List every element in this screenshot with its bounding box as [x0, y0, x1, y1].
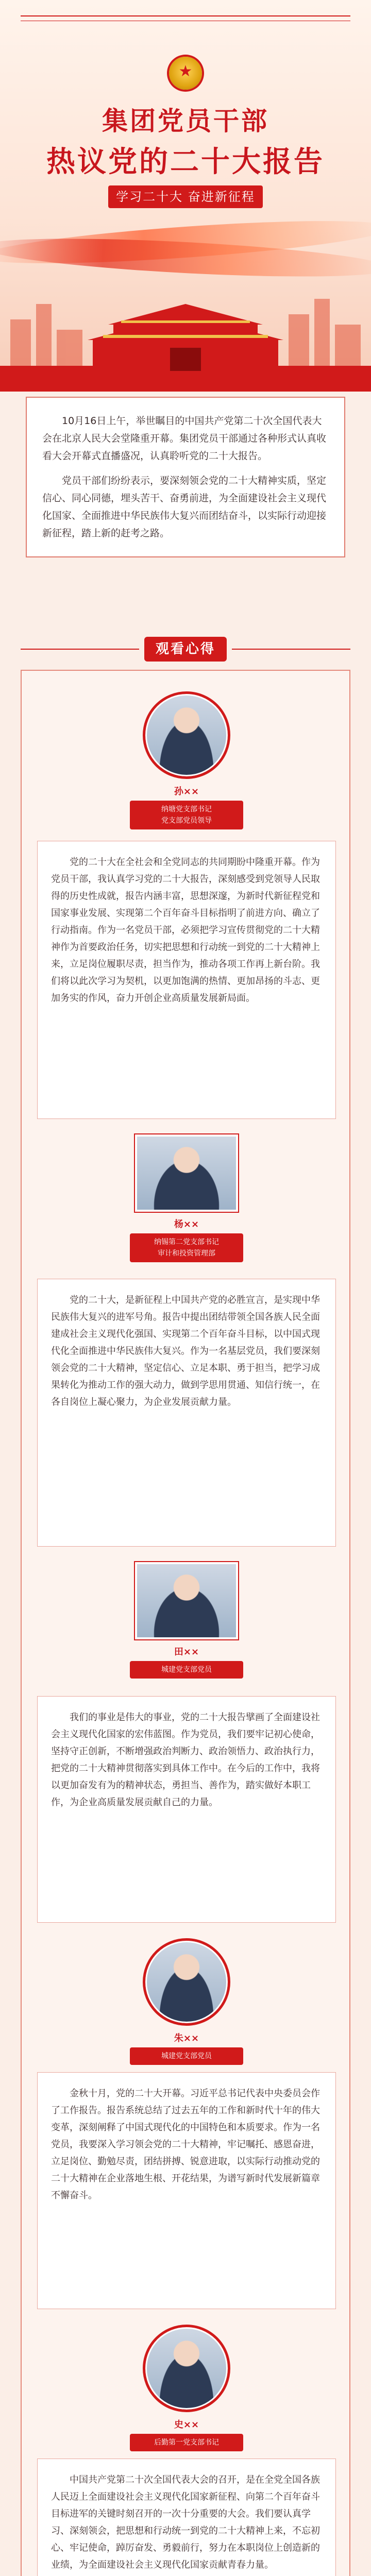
member-photo — [143, 1938, 230, 2026]
member-role: 城建党支部党员 — [130, 2047, 243, 2065]
reflection-text: 我们的事业是伟大的事业，党的二十大报告擘画了全面建设社会主义现代化国家的宏伟蓝图。作为党员，我们要牢记初心使命，坚持守正创新，不断增强政治判断力、政治领悟力、政治执行力，把党的二十大精神贯彻落实到具体工作中。在今后的工作中，我将以更加奋发有为的精神状态，勇担当、善作为，踏实做好本职工作，为企业高质量发展贡献自己的力量。 — [37, 1696, 336, 1923]
member-photo — [143, 2325, 230, 2412]
intro-paragraph: 党员干部们纷纷表示，要深刻领会党的二十大精神实质，坚定信心、同心同德，埋头苦干、奋勇前进，为全面建设社会主义现代化国家、全面推进中华民族伟大复兴而团结奋斗，以实际行动迎接新征程，踏上新的赶考之路。 — [42, 475, 327, 539]
member-role: 城建党支部党员 — [130, 1661, 243, 1679]
member-role: 纳锡第二党支部书记 审计和投资管理部 — [130, 1233, 243, 1262]
member-name: 朱×× — [174, 2033, 199, 2044]
member-role: 纳塘党支部书记 党支部党员领导 — [130, 801, 243, 829]
reflection-text: 党的二十大，是新征程上中国共产党的必胜宣言，是实现中华民族伟大复兴的进军号角。报告中提出团结带领全国各族人民全面建成社会主义现代化强国、实现第二个百年奋斗目标，以中国式现代化全面推进中华民族伟大复兴。作为一名基层党员，我们要深刻领会党的二十大精神，坚定信心、立足本职、勇于担当，把学习成果转化为推动工作的强大动力，做到学思用贯通、知信行统一，在各自岗位上凝心聚力，为企业发展贡献力量。 — [37, 1279, 336, 1547]
section-header — [0, 634, 371, 665]
banner-slogan: 学习二十大 奋进新征程 — [108, 185, 263, 208]
member-name: 史×× — [174, 2419, 199, 2430]
member-profile — [127, 1938, 246, 2065]
banner-title-line1: 集团党员干部 — [102, 106, 269, 136]
member-photo — [135, 1562, 238, 1639]
divider — [232, 649, 350, 650]
banner-title-line2: 热议党的二十大报告 — [46, 145, 325, 179]
banner — [0, 0, 371, 392]
reflection-text: 金秋十月，党的二十大开幕。习近平总书记代表中央委员会作了工作报告。报告系统总结了过去五年的工作和新时代十年的伟大变革，深刻阐释了中国式现代化的中国特色和本质要求。作为一名党员，我要深入学习领会党的二十大精神，牢记嘱托、感恩奋进，立足岗位、勤勉尽责，团结拼搏、锐意进取，以实际行动推动党的二十大精神在企业落地生根、开花结果，为谱写新时代发展新篇章不懈奋斗。 — [37, 2072, 336, 2309]
member-role: 后勤第一党支部书记 — [130, 2434, 243, 2451]
emblem-star-icon: ★ — [178, 62, 193, 80]
tiananmen-skyline-illustration — [0, 263, 371, 392]
member-name: 孙×× — [174, 786, 199, 797]
member-profile — [127, 691, 246, 829]
reflections-board — [21, 670, 350, 2576]
member-photo — [143, 691, 230, 779]
member-profile — [127, 2325, 246, 2451]
intro-box — [26, 397, 345, 557]
section-title: 观看心得 — [144, 637, 227, 662]
member-name: 杨×× — [174, 1219, 199, 1230]
member-profile — [127, 1134, 246, 1262]
member-photo — [135, 1134, 238, 1212]
reflection-text: 中国共产党第二十次全国代表大会的召开，是在全党全国各族人民迈上全面建设社会主义现代化国家新征程、向第二个百年奋斗目标进军的关键时刻召开的一次十分重要的大会。我们要认真学习、深刻领会，把思想和行动统一到党的二十大精神上来，不忘初心、牢记使命，踔厉奋发、勇毅前行，努力在本职岗位上创造新的业绩，为全面建设社会主义现代化国家贡献青春力量。 — [37, 2459, 336, 2576]
reflection-text: 党的二十大在全社会和全党同志的共同期盼中隆重开幕。作为党员干部，我认真学习党的二十大报告，深刻感受到党领导人民取得的历史性成就，报告内涵丰富，思想深邃，为新时代新征程党和国家事业发展、实现第二个百年奋斗目标指明了前进方向、确立了行动指南。作为一名党员干部，必须把学习宣传贯彻党的二十大精神作为首要政治任务，切实把思想和行动统一到党的二十大精神上来，立足岗位履职尽责，担当作为，推动各项工作再上新台阶。我们将以此次学习为契机，以更加饱满的热情、更加昂扬的斗志、更加务实的作风，奋力开创企业高质量发展新局面。 — [37, 841, 336, 1119]
intro-paragraph: 10月16日上午，举世瞩目的中国共产党第二十次全国代表大会在北京人民大会堂隆重开幕。集团党员干部通过各种形式认真收看大会开幕式直播盛况，认真聆听党的二十大报告。 — [42, 415, 327, 462]
member-name: 田×× — [174, 1647, 199, 1657]
party-emblem-icon — [169, 57, 202, 90]
banner-top-frame — [21, 15, 350, 20]
member-profile — [127, 1562, 246, 1679]
divider — [21, 649, 139, 650]
